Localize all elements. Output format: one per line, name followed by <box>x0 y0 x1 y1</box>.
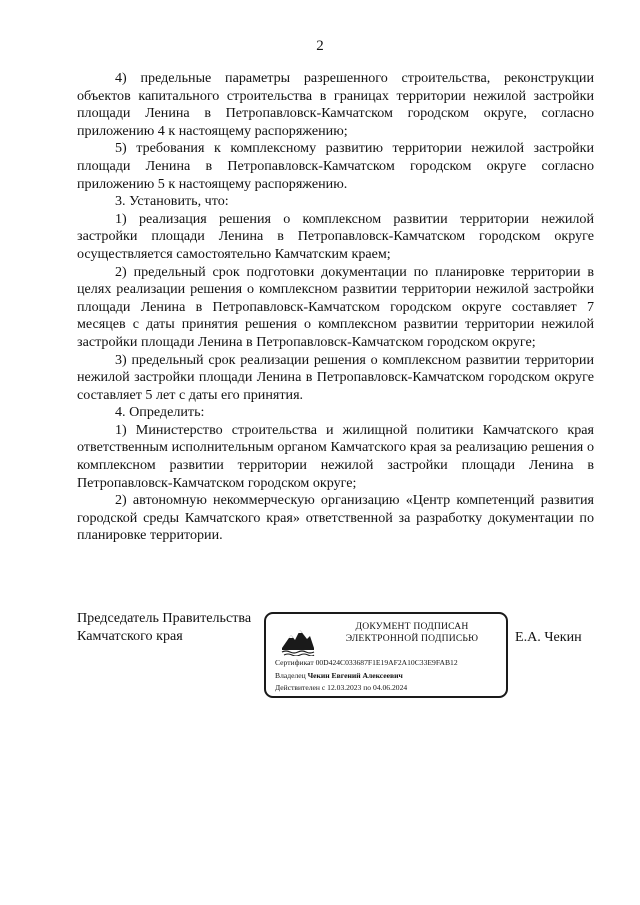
paragraph-3: 3. Установить, что: <box>115 193 229 210</box>
paragraph-4-1b: 1) Министерство строительства и жилищной политики Камчатского края ответственным исполнительным органом Камчатского края за реализацию решения о комплексном развитии территории нежилой застройки площади Ленина в Петропавловск-Камчатском городском округе; <box>77 421 594 491</box>
stamp-info <box>275 657 458 695</box>
stamp-certificate-label: Сертификат <box>275 658 314 667</box>
page-number: 2 <box>316 38 324 54</box>
stamp-valid-to-prefix: по <box>363 683 372 692</box>
electronic-signature-stamp <box>264 612 508 698</box>
kamchatka-emblem-icon <box>280 626 316 656</box>
paragraph-4-1: 4) предельные параметры разрешенного строительства, реконструкции объектов капитального строительства в границах территории нежилой застройки площади Ленина в Петропавловск-Камчатском городском округе, согласно приложению 4 к настоящему распоряжению; <box>77 70 594 139</box>
paragraph-3-1: 1) реализация решения о комплексном развитии территории нежилой застройки площади Ленина в Петропавловск-Камчатском городском округе осуществляется самостоятельно Камчатским краем; <box>77 210 594 262</box>
signatory-position <box>77 610 251 645</box>
stamp-title <box>322 621 502 645</box>
paragraph-4-2: 2) автономную некоммерческую организацию «Центр компетенций развития городской среды Камчатского края» ответственной за разработку документации по планировке территории. <box>77 492 594 544</box>
stamp-title-line1: ДОКУМЕНТ ПОДПИСАН <box>355 621 469 632</box>
paragraph-4: 4. Определить: <box>115 404 205 421</box>
stamp-owner-row <box>275 670 458 683</box>
signatory-position-line2: Камчатского края <box>77 627 183 644</box>
stamp-valid-from: 12.03.2023 <box>327 683 362 692</box>
signatory-name: Е.А. Чекин <box>515 629 582 645</box>
paragraph-3-2: 2) предельный срок подготовки документации по планировке территории в целях реализации решения о комплексном развитии территории нежилой застройки площади Ленина в Петропавловск-Камчатском городском округе составляет 7 месяцев с даты принятия решения о комплексном развитии территории нежилой застройки площади Ленина в Петропавловск-Камчатском городском округе; <box>77 263 594 350</box>
paragraph-3-3: 3) предельный срок реализации решения о комплексном развитии территории нежилой застройки площади Ленина в Петропавловск-Камчатском городском округе составляет 5 лет с даты его принятия. <box>77 351 594 403</box>
stamp-valid-to: 04.06.2024 <box>373 683 408 692</box>
stamp-title-line2: ЭЛЕКТРОННОЙ ПОДПИСЬЮ <box>345 633 479 644</box>
signatory-position-line1: Председатель Правительства <box>77 610 252 626</box>
paragraph-5-1: 5) требования к комплексному развитию территории нежилой застройки площади Ленина в Петропавловск-Камчатском городском округе согласно приложению 5 к настоящему распоряжению. <box>77 140 594 192</box>
stamp-valid-from-prefix: с <box>321 683 326 692</box>
stamp-owner-label: Владелец <box>275 670 306 680</box>
stamp-owner-value: Чекин Евгений Алексеевич <box>307 670 403 680</box>
stamp-valid-label: Действителен <box>275 683 320 692</box>
stamp-validity-row <box>275 682 458 695</box>
document-body <box>77 70 594 545</box>
stamp-certificate-row <box>275 657 458 670</box>
stamp-certificate-value: 00D424C033687F1E19AF2A10C33E9FAB12 <box>315 658 458 667</box>
